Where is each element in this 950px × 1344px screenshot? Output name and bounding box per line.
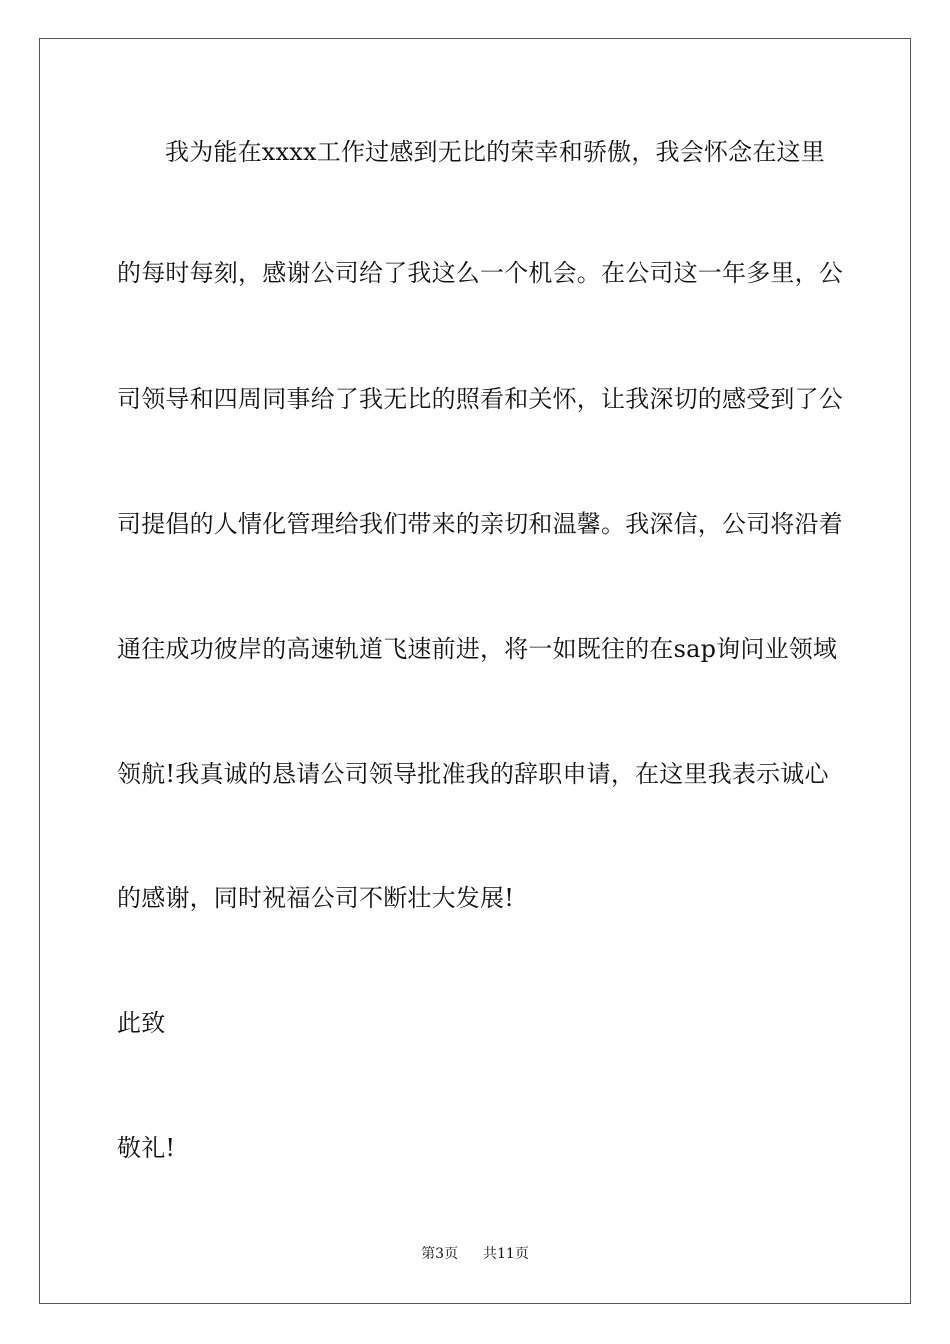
paragraph-line-3: 司领导和四周同事给了我无比的照看和关怀，让我深切的感受到了公 [117,385,843,413]
closing-regards: 敬礼! [117,1134,176,1162]
page-frame [39,38,911,1304]
paragraph-line-2: 的每时每刻，感谢公司给了我这么一个机会。在公司这一年多里，公 [117,259,843,287]
closing-salutation: 此致 [117,1009,166,1037]
page-number: 第3页 [421,1246,459,1262]
paragraph-line-4: 司提倡的人情化管理给我们带来的亲切和温馨。我深信，公司将沿着 [117,510,843,538]
paragraph-line-1: 我为能在xxxx工作过感到无比的荣幸和骄傲，我会怀念在这里 [165,138,825,166]
paragraph-line-7: 的感谢，同时祝福公司不断壮大发展! [117,884,515,912]
page-total: 共11页 [483,1246,529,1262]
paragraph-line-6: 领航!我真诚的恳请公司领导批准我的辞职申请，在这里我表示诚心 [117,760,829,788]
page-footer [0,1244,950,1264]
paragraph-line-5: 通往成功彼岸的高速轨道飞速前进，将一如既往的在sap询问业领域 [117,635,838,663]
